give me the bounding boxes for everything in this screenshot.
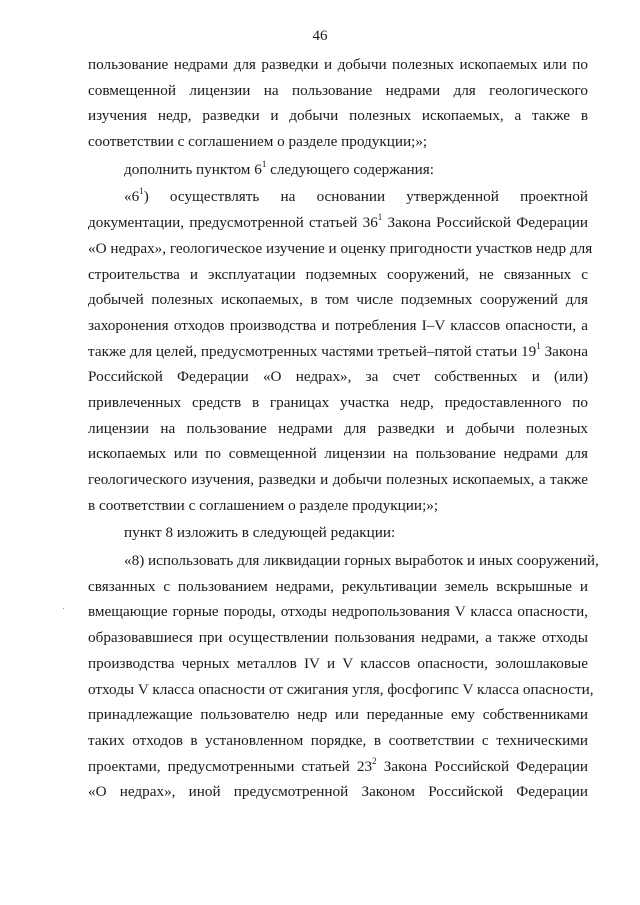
text-line bbox=[88, 728, 588, 754]
document-body bbox=[88, 52, 599, 805]
text-line bbox=[88, 313, 588, 339]
superscript: 1 bbox=[536, 340, 541, 351]
text-line bbox=[88, 339, 588, 365]
line-text: «О недрах», геологическое изучение и оценку пригодности участков недр для bbox=[88, 239, 593, 257]
text-line bbox=[88, 184, 588, 210]
line-text: принадлежащие пользователю недр или переданные ему собственниками bbox=[88, 706, 588, 724]
text-line bbox=[88, 625, 588, 651]
superscript: 1 bbox=[261, 158, 267, 169]
line-text: добычей полезных ископаемых, в том числе подземных сооружений для bbox=[88, 291, 588, 309]
line-text: ископаемых или по совмещенной лицензии на пользование недрами для bbox=[88, 445, 588, 463]
text-line bbox=[88, 651, 588, 677]
line-text: вмещающие горные породы, отходы недропользования V класса опасности, bbox=[88, 603, 588, 621]
line-text-continued: Закона Российской Федерации bbox=[376, 757, 588, 775]
text-line bbox=[88, 78, 588, 104]
line-text: лицензии на пользование недрами для разведки и добычи полезных bbox=[88, 419, 588, 437]
text-line bbox=[88, 574, 588, 600]
line-text: изучения недр, разведки и добычи полезных ископаемых, а также в bbox=[88, 107, 588, 125]
text-line bbox=[88, 157, 588, 183]
text-line bbox=[88, 599, 588, 625]
text-line bbox=[88, 416, 588, 442]
line-text-continued: ) осуществлять на основании утвержденной проектной bbox=[143, 188, 588, 206]
text-line bbox=[88, 52, 588, 78]
text-line bbox=[88, 754, 588, 780]
line-text: пункт 8 изложить в следующей редакции: bbox=[124, 524, 396, 542]
line-text: «6 bbox=[124, 188, 140, 206]
line-text: «О недрах», иной предусмотренной Законом Российской Федерации bbox=[88, 783, 588, 801]
line-text: таких отходов в установленном порядке, в соответствии с техническими bbox=[88, 731, 588, 749]
text-line bbox=[88, 548, 599, 574]
text-line bbox=[88, 364, 588, 390]
line-text-continued: Закона bbox=[540, 342, 588, 360]
line-text: «8) использовать для ликвидации горных выработок и иных сооружений, bbox=[124, 552, 599, 570]
superscript: 1 bbox=[377, 212, 383, 223]
text-line bbox=[88, 702, 588, 728]
text-line bbox=[88, 493, 588, 519]
line-text: захоронения отходов производства и потребления I–V классов опасности, а bbox=[88, 316, 588, 334]
line-text: также для целей, предусмотренных частями третьей–пятой статьи 19 bbox=[88, 342, 537, 360]
text-line bbox=[88, 103, 588, 129]
line-text: Российской Федерации «О недрах», за счет собственных и (или) bbox=[88, 368, 588, 386]
line-text: документации, предусмотренной статьей 36 bbox=[88, 214, 378, 232]
line-text: в соответствии с соглашением о разделе продукции;»; bbox=[88, 496, 439, 514]
margin-mark: · bbox=[62, 604, 66, 615]
page-number: 46 bbox=[312, 28, 328, 44]
line-text: отходы V класса опасности от сжигания угля, фосфогипс V класса опасности, bbox=[88, 680, 594, 698]
superscript: 2 bbox=[372, 755, 377, 766]
line-text-continued: следующего содержания: bbox=[266, 160, 434, 178]
line-text: соответствии с соглашением о разделе продукции;»; bbox=[88, 133, 428, 151]
text-line bbox=[88, 129, 588, 155]
text-line bbox=[88, 441, 588, 467]
text-line bbox=[88, 210, 588, 236]
line-text: геологического изучения, разведки и добычи полезных ископаемых, а также bbox=[88, 471, 588, 488]
line-text: связанных с пользованием недрами, рекультивации земель вскрышные и bbox=[88, 577, 588, 595]
text-line bbox=[88, 390, 588, 416]
line-text: проектами, предусмотренными статьей 23 bbox=[88, 757, 373, 775]
line-text: привлеченных средств в границах участка недр, предоставленного по bbox=[88, 393, 588, 411]
text-line bbox=[88, 287, 588, 313]
text-line bbox=[88, 677, 594, 703]
line-text-continued: Закона Российской Федерации bbox=[382, 214, 588, 232]
line-text: образовавшиеся при осуществлении пользования недрами, а также отходы bbox=[88, 629, 588, 647]
text-line bbox=[88, 236, 593, 262]
line-text: пользование недрами для разведки и добычи полезных ископаемых или по bbox=[88, 56, 588, 73]
text-line bbox=[88, 467, 588, 493]
text-line bbox=[88, 262, 588, 288]
superscript: 1 bbox=[139, 186, 144, 197]
line-text: производства черных металлов IV и V классов опасности, золошлаковые bbox=[88, 654, 588, 672]
text-line bbox=[88, 779, 588, 805]
line-text: дополнить пунктом 6 bbox=[124, 160, 262, 178]
line-text: строительства и эксплуатации подземных сооружений, не связанных с bbox=[88, 265, 588, 283]
text-line bbox=[88, 520, 588, 546]
line-text: совмещенной лицензии на пользование недрами для геологического bbox=[88, 81, 588, 99]
